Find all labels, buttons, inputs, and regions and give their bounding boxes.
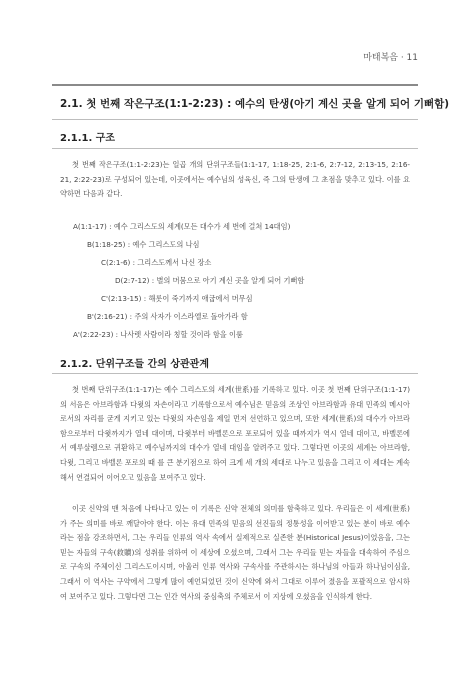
structure-item-c-prime: C'(2:13-15) : 해롯이 죽기까지 애굽에서 머무심 — [101, 294, 253, 303]
structure-item-a: A(1:1-17) : 예수 그리스도의 세계(모든 대수가 세 번에 걸쳐 14대임) — [73, 222, 291, 231]
subsection-rule — [52, 148, 418, 149]
structure-item-d: D(2:7-12) : 별의 머뭄으로 아기 계신 곳을 알게 되어 기뻐함 — [115, 276, 305, 285]
running-header: 마태복음 · 11 — [363, 53, 418, 63]
section-title: 2.1. 첫 번째 작은구조(1:1-2:23) : 예수의 탄생(아기 계신 곳을 알게 되어 기뻐함) — [60, 98, 450, 110]
subsection-title-relations: 2.1.2. 단위구조들 간의 상관관계 — [60, 359, 209, 370]
structure-item-b-prime: B'(2:16-21) : 주의 사자가 이스라엘로 돌아가라 함 — [87, 312, 248, 321]
subsection-rule — [52, 373, 418, 374]
subsection-title-structure: 2.1.1. 구조 — [60, 133, 116, 144]
section-rule-bottom — [52, 119, 418, 120]
paragraph-intro: 첫 번째 작은구조(1:1-2:23)는 일곱 개의 단위구조들(1:1-17, 1:18-25, 2:1-6, 2:7-12, 2:13-15, 2:16-21, 2:22-23)로 구성되어 있는데, 이곳에서는 예수님의 성육신, 즉 그의 탄생에 그 초점을 맞추고 있다. 이를 요약하면 다음과 같다. — [60, 160, 410, 199]
structure-item-a-prime: A'(2:22-23) : 나사렛 사람이라 칭할 것이라 함을 이룸 — [73, 330, 243, 339]
paragraph-body-2: 이곳 신약의 맨 처음에 나타나고 있는 이 기록은 신약 전체의 의미를 함축하고 있다. 우리들은 이 세계(世系)가 주는 의미를 바로 깨달아야 한다. 이는 유대 민족의 믿음의 선진들의 정통성을 이어받고 있는 분이 바로 예수라는 점을 강조하면서, 그는 우리들 인류의 역사 속에서 실제적으로 실존한 분(Historical Jesus)이었음을, 그는 믿는 자들의 구속(救贖)의 성취를 위하여 이 세상에 오셨으며, 그래서 그는 우리들 믿는 자들을 대속하여 주심으로 구속의 주체이신 그리스도이시며, 아울러 인류 역사와 구속사를 주관하시는 하나님의 아들과 하나님이심을, 그래서 이 역사는 구약에서 그렇게 많이 예언되었던 것이 신약에 와서 그대로 이루어 졌음을 포괄적으로 암시하여 보여주고 있다. 그렇다면 그는 인간 역사의 중심축의 주체로서 이 지상에 오셨음을 인식하게 한다. — [60, 504, 410, 601]
paragraph-body-1: 첫 번째 단위구조(1:1-17)는 예수 그리스도의 세계(世系)를 기록하고 있다. 이곳 첫 번째 단위구조(1:1-17)의 서음은 아브라함과 다윗의 자손이라고 기록함으로서 예수님은 믿음의 조상인 아브라함과 유대 민족의 메시아로서의 자리를 굳게 지키고 있는 다윗의 자손임을 제일 먼저 선언하고 있으며, 또한 세계(世系)의 대수가 아브라함으로부터 다윗까지가 열네 대이며, 다윗부터 바벨론으로 포로되어 있을 때까지가 역시 열네 대이고, 바벨론에서 예루살렘으로 귀환하고 예수님까지의 대수가 열네 대임을 알려주고 있다. 그렇다면 이곳의 세계는 아브라함, 다윗, 그리고 바벨론 포로의 때 를 큰 분기점으로 하여 크게 세 개의 세대로 나누고 있음을 그리고 이 세대는 계속해서 연결되어 이어오고 있음을 보여주고 있다. — [60, 385, 410, 482]
structure-item-c: C(2:1-6) : 그리스도께서 나신 장소 — [101, 258, 212, 267]
section-rule-top — [52, 84, 418, 86]
structure-item-b: B(1:18-25) : 예수 그리스도의 나심 — [87, 240, 200, 249]
